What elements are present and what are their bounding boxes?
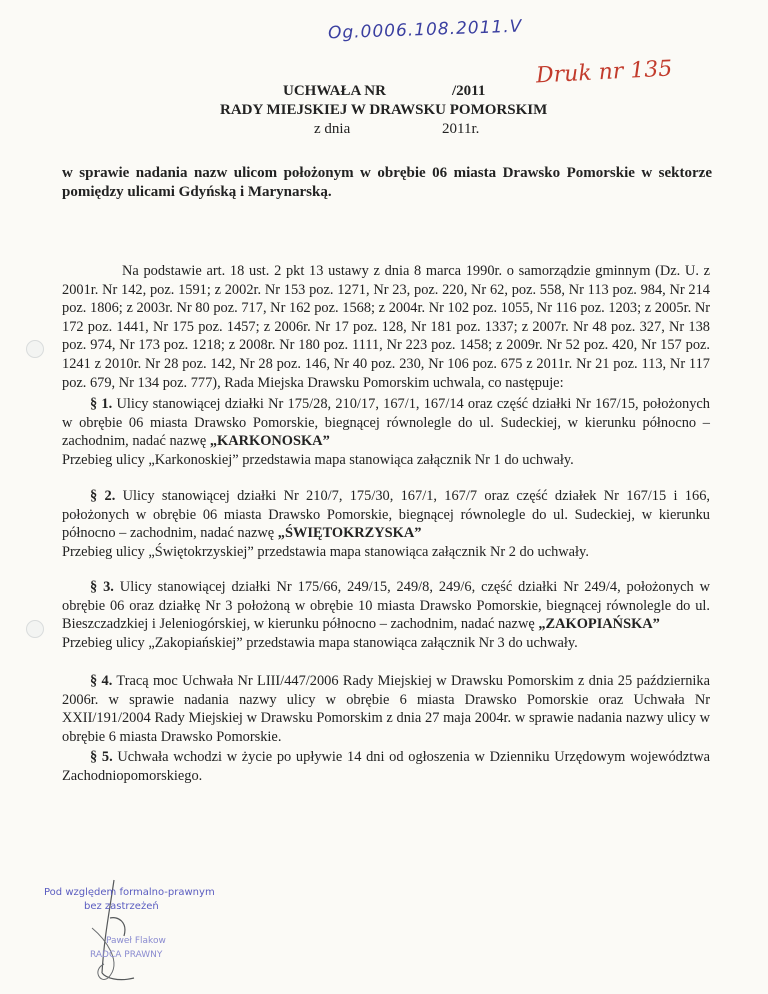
resolution-subject: w sprawie nadania nazw ulicom położonym w obrębie 06 miasta Drawsko Pomorskie w sektorze pomiędzy ulicami Gdyńską i Marynarską.: [62, 165, 712, 200]
paragraph-text: Ulicy stanowiącej działki Nr 210/7, 175/30, 167/1, 167/7 oraz część działek Nr 167/15 i 166, położonych w obrębie 06 miasta Drawsko Pomorskie, biegnącej równolegle do ul. Sudeckiej, w kierunku północno – zachodnim, nadać nazwę: [62, 488, 710, 542]
date-year: 2011r.: [442, 121, 480, 137]
street-name: „KARKONOSKA”: [209, 433, 330, 450]
paragraph-1: [62, 395, 710, 469]
date-prefix: z dnia: [314, 121, 351, 137]
street-name: „ŚWIĘTOKRZYSKA”: [277, 525, 422, 542]
paragraph-text: Ulicy stanowiącej działki Nr 175/66, 249/15, 249/8, 249/6, część działki Nr 249/4, położonych w obrębie 06 oraz działkę Nr 3 położoną w obrębie 10 miasta Drawsko Pomorskie, biegnącej równolegle do ul. Bieszczadzkiej i Jeleniogórskiej, w kierunku północno – zachodnim, nadać nazwę: [62, 579, 710, 633]
council-name: RADY MIEJSKIEJ W DRAWSKU POMORSKIM: [220, 102, 548, 118]
paragraph-number: § 2.: [90, 488, 116, 504]
paragraph-3: [62, 578, 710, 652]
stamp-line-1: Pod względem formalno-prawnym: [44, 887, 215, 898]
stamp-line-3: Paweł Flakow: [106, 936, 166, 946]
paragraph-5: [62, 748, 710, 785]
punch-hole: [26, 620, 44, 638]
paragraph-2: [62, 487, 710, 561]
paragraph-number: § 1.: [90, 396, 113, 412]
paragraph-number: § 3.: [90, 579, 114, 595]
paragraph-text: Uchwała wchodzi w życie po upływie 14 dni od ogłoszenia w Dzienniku Urzędowym województwa Zachodniopomorskiego.: [62, 749, 710, 784]
paragraph-text: Ulicy stanowiącej działki Nr 175/28, 210/17, 167/1, 167/14 oraz część działki Nr 167/15, położonych w obrębie 06 miasta Drawsko Pomorskie, biegnącej równolegle do ul. Sudeckiej, w kierunku północno – zachodnim, nadać nazwę: [62, 396, 710, 450]
stamp-line-4: RADCA PRAWNY: [90, 950, 163, 960]
stamp-line-2: bez zastrzeżeń: [84, 901, 159, 912]
handwritten-druk-number: Druk nr 135: [535, 56, 673, 89]
punch-hole: [26, 340, 44, 358]
street-name: „ZAKOPIAŃSKA”: [538, 616, 660, 633]
paragraph-number: § 4.: [90, 673, 113, 689]
paragraph-number: § 5.: [90, 749, 113, 765]
paragraph-map-note: Przebieg ulicy „Zakopiańskiej” przedstawia mapa stanowiąca załącznik Nr 3 do uchwały.: [62, 634, 578, 651]
resolution-title: UCHWAŁA NR: [283, 83, 386, 99]
paragraph-text: Tracą moc Uchwała Nr LIII/447/2006 Rady Miejskiej w Drawsku Pomorskim z dnia 25 października 2006r. w sprawie nadania nazwy ulicy w obrębie 6 miasta Drawsko Pomorskie oraz Uchwała Nr XXII/191/2004 Rady Miejskiej w Drawsku Pomorskim z dnia 27 maja 2004r. w sprawie nadania nazwy ulicy w obrębie 6 miasta Drawsko Pomorskie.: [62, 673, 711, 745]
resolution-year: /2011: [452, 83, 486, 99]
handwritten-reference: Og.0006.108.2011.V: [327, 16, 523, 44]
paragraph-map-note: Przebieg ulicy „Karkonoskiej” przedstawia mapa stanowiąca załącznik Nr 1 do uchwały.: [62, 451, 574, 468]
legal-approval-stamp: [44, 878, 264, 988]
paragraph-map-note: Przebieg ulicy „Świętokrzyskiej” przedstawia mapa stanowiąca załącznik Nr 2 do uchwały.: [62, 543, 589, 560]
paragraph-4: [62, 672, 710, 746]
legal-basis-paragraph: Na podstawie art. 18 ust. 2 pkt 13 ustawy z dnia 8 marca 1990r. o samorządzie gminnym (Dz. U. z 2001r. Nr 142, poz. 1591; z 2002r. Nr 153 poz. 1271, Nr 23, poz. 220, Nr 62, poz. 558, Nr 113 poz. 984, Nr 214 poz. 1806; z 2003r. Nr 80 poz. 717, Nr 162 poz. 1568; z 2004r. Nr 102 poz. 1055, Nr 116 poz. 1203; z 2005r. Nr 172 poz. 1441, Nr 175 poz. 1457; z 2006r. Nr 17 poz. 128, Nr 181 poz. 1337; z 2007r. Nr 48 poz. 327, Nr 138 poz. 974, Nr 173 poz. 1218; z 2008r. Nr 180 poz. 1111, Nr 223 poz. 1458; z 2009r. Nr 52 poz. 420, Nr 157 poz. 1241 z 2010r. Nr 28 poz. 142, Nr 28 poz. 146, Nr 40 poz. 230, Nr 106 poz. 675 z 2011r. Nr 21 poz. 113, Nr 117 poz. 679, Nr 134 poz. 777), Rada Miejska Drawsku Pomorskim uchwala, co następuje:: [62, 263, 710, 391]
